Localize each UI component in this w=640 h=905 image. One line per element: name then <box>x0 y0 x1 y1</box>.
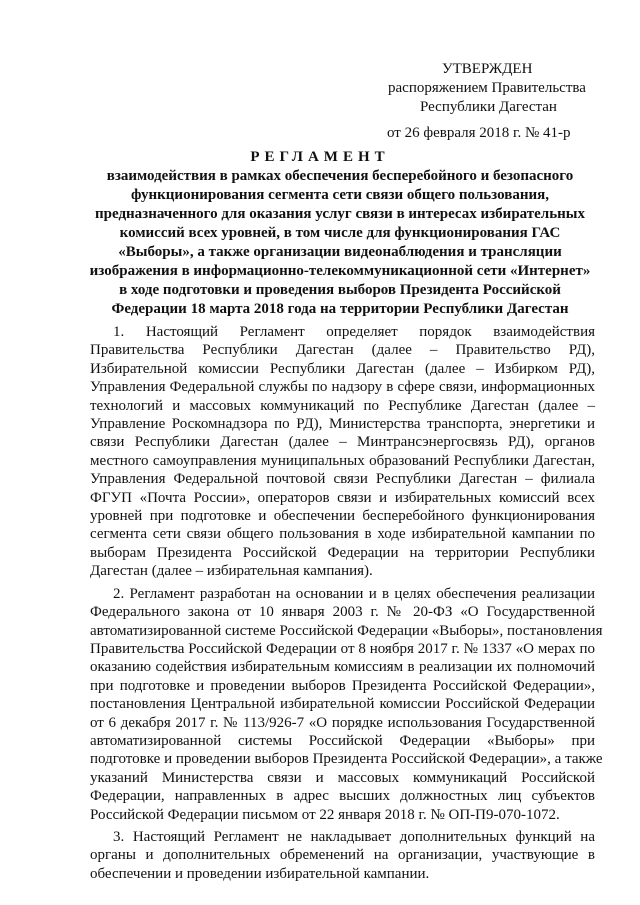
paragraph-line: Управление Роскомнадзора по РД), Министерства транспорта, энергетики и <box>90 416 595 433</box>
paragraph-line: выборам Президента Российской Федерации на территории Республики <box>90 544 595 561</box>
paragraph-line: Управления Федеральной службы по надзору в сфере связи, информационных <box>90 379 595 396</box>
paragraph-line: автоматизированной системы Российской Федерации «Выборы» при <box>90 732 595 749</box>
paragraph-line: указаний Министерства связи и массовых коммуникаций Российской <box>90 769 595 786</box>
paragraph-line: оказанию содействия избирательным комиссиям в реализации их полномочий <box>90 659 595 676</box>
paragraph-line: Правительства Республики Дагестан (далее – Правительство РД), <box>90 342 595 359</box>
paragraph-line: при подготовке и проведении выборов Президента Российской Федерации», <box>90 677 595 694</box>
paragraph-line: Федерального закона от 10 января 2003 г. № 20-ФЗ «О Государственной <box>90 604 595 621</box>
approval-line: Республики Дагестан <box>420 99 557 115</box>
document-title: РЕГЛАМЕНТ <box>250 149 390 165</box>
paragraph-line: местного самоуправления муниципальных образований Республики Дагестан, <box>90 452 595 469</box>
paragraph-line: органы и дополнительных обременений на организации, участвующие в <box>90 847 595 864</box>
subtitle-line: изображения в информационно-телекоммуникационной сети «Интернет» <box>89 263 591 279</box>
subtitle-line: функционирования сегмента сети связи общего пользования, <box>131 187 549 203</box>
paragraph-line: автоматизированной системе Российской Федерации «Выборы», постановления <box>90 622 603 639</box>
paragraph-line: обеспечении и проведении избирательной кампании. <box>90 865 430 882</box>
approval-line: УТВЕРЖДЕН <box>442 61 533 77</box>
paragraph-line: технологий и массовых коммуникаций по Республике Дагестан (далее – <box>90 397 595 414</box>
subtitle-line: «Выборы», а также организации видеонаблюдения и трансляции <box>118 244 562 260</box>
subtitle-line: в ходе подготовки и проведения выборов Президента Российской <box>119 282 561 298</box>
approval-stamp <box>386 60 586 143</box>
paragraph-line: 3. Настоящий Регламент не накладывает дополнительных функций на <box>113 828 595 845</box>
paragraph-line: Управления Федеральной почтовой связи Республики Дагестан – филиала <box>90 471 595 488</box>
approval-line: от 26 февраля 2018 г. № 41-р <box>387 125 571 141</box>
paragraph-line: Российской Федерации письмом от 22 января 2018 г. № ОП-П9-070-1072. <box>90 806 560 823</box>
subtitle-line: комиссий всех уровней, в том числе для функционирования ГАС <box>119 225 561 241</box>
paragraph-1 <box>90 323 595 581</box>
paragraph-line: 2. Регламент разработан на основании и в целях обеспечения реализации <box>113 585 595 602</box>
paragraph-line: 1. Настоящий Регламент определяет порядок взаимодействия <box>113 324 595 340</box>
paragraph-line: Избирательной комиссии Республики Дагестан (далее – Избирком РД), <box>90 360 595 377</box>
paragraph-2 <box>90 585 603 824</box>
paragraph-line: связи Республики Дагестан (далее – Минтрансэнергосвязь РД), органов <box>90 434 595 451</box>
paragraph-line: сегмента сети связи общего пользования в ходе избирательной кампании по <box>90 526 595 543</box>
paragraph-line: подготовке и проведении выборов Президента Российской Федерации», а также <box>90 751 603 768</box>
subtitle-line: Федерации 18 марта 2018 года на территории Республики Дагестан <box>111 301 569 317</box>
paragraph-line: Федерации, направленных в адрес высших должностных лиц субъектов <box>90 788 595 805</box>
paragraph-line: Дагестан (далее – избирательная кампания). <box>90 563 373 580</box>
approval-line: распоряжением Правительства <box>388 80 586 96</box>
paragraph-line: уровней при подготовке и обеспечении бесперебойного функционирования <box>90 508 595 525</box>
paragraph-3 <box>90 828 595 883</box>
paragraph-line: Правительства Российской Федерации от 8 ноября 2017 г. № 1337 «О мерах по <box>90 640 595 657</box>
subtitle-line: предназначенного для оказания услуг связи в интересах избирательных <box>95 206 585 222</box>
subtitle-line: взаимодействия в рамках обеспечения бесперебойного и безопасного <box>106 168 574 184</box>
paragraph-line: постановления Центральной избирательной комиссии Российской Федерации <box>90 696 595 713</box>
document-body <box>90 323 603 887</box>
paragraph-line: ФГУП «Почта России», операторов связи и избирательных комиссий всех <box>90 489 595 506</box>
document-subtitle <box>80 167 600 319</box>
paragraph-line: от 6 декабря 2017 г. № 113/926-7 «О порядке использования Государственной <box>90 714 595 731</box>
